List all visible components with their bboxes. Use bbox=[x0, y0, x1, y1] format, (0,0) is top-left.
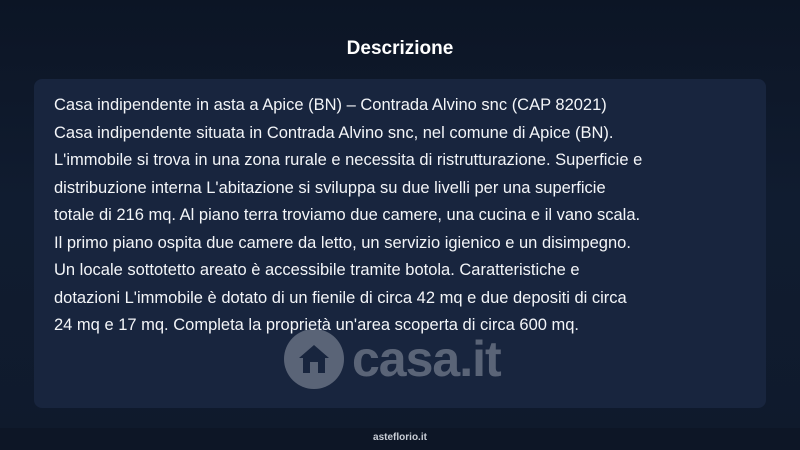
section-title: Descrizione bbox=[346, 38, 454, 59]
description-text: Casa indipendente in asta a Apice (BN) – Contrada Alvino snc (CAP 82021) Casa indipendente situata in Contrada Alvino snc, nel comune di Apice (BN). L'immobile si trova in una zona rurale e necessita di ristrutturazione. Superficie e distribuzione interna L'abitazione si sviluppa su due livelli per una superficie totale di 216 mq. Al piano terra troviamo due camere, una cucina e il vano scala. Il primo piano ospita due camere da letto, un servizio igienico e un disimpegno. Un locale sottotetto areato è accessibile tramite botola. Caratteristiche e dotazioni L'immobile è dotato di un fienile di circa 42 mq e due depositi di circa 24 mq e 17 mq. Completa la proprietà un'area scoperta di circa 600 mq. bbox=[54, 96, 643, 334]
footer-source: asteflorio.it bbox=[373, 432, 427, 443]
watermark-brand: casa.it bbox=[352, 331, 501, 387]
